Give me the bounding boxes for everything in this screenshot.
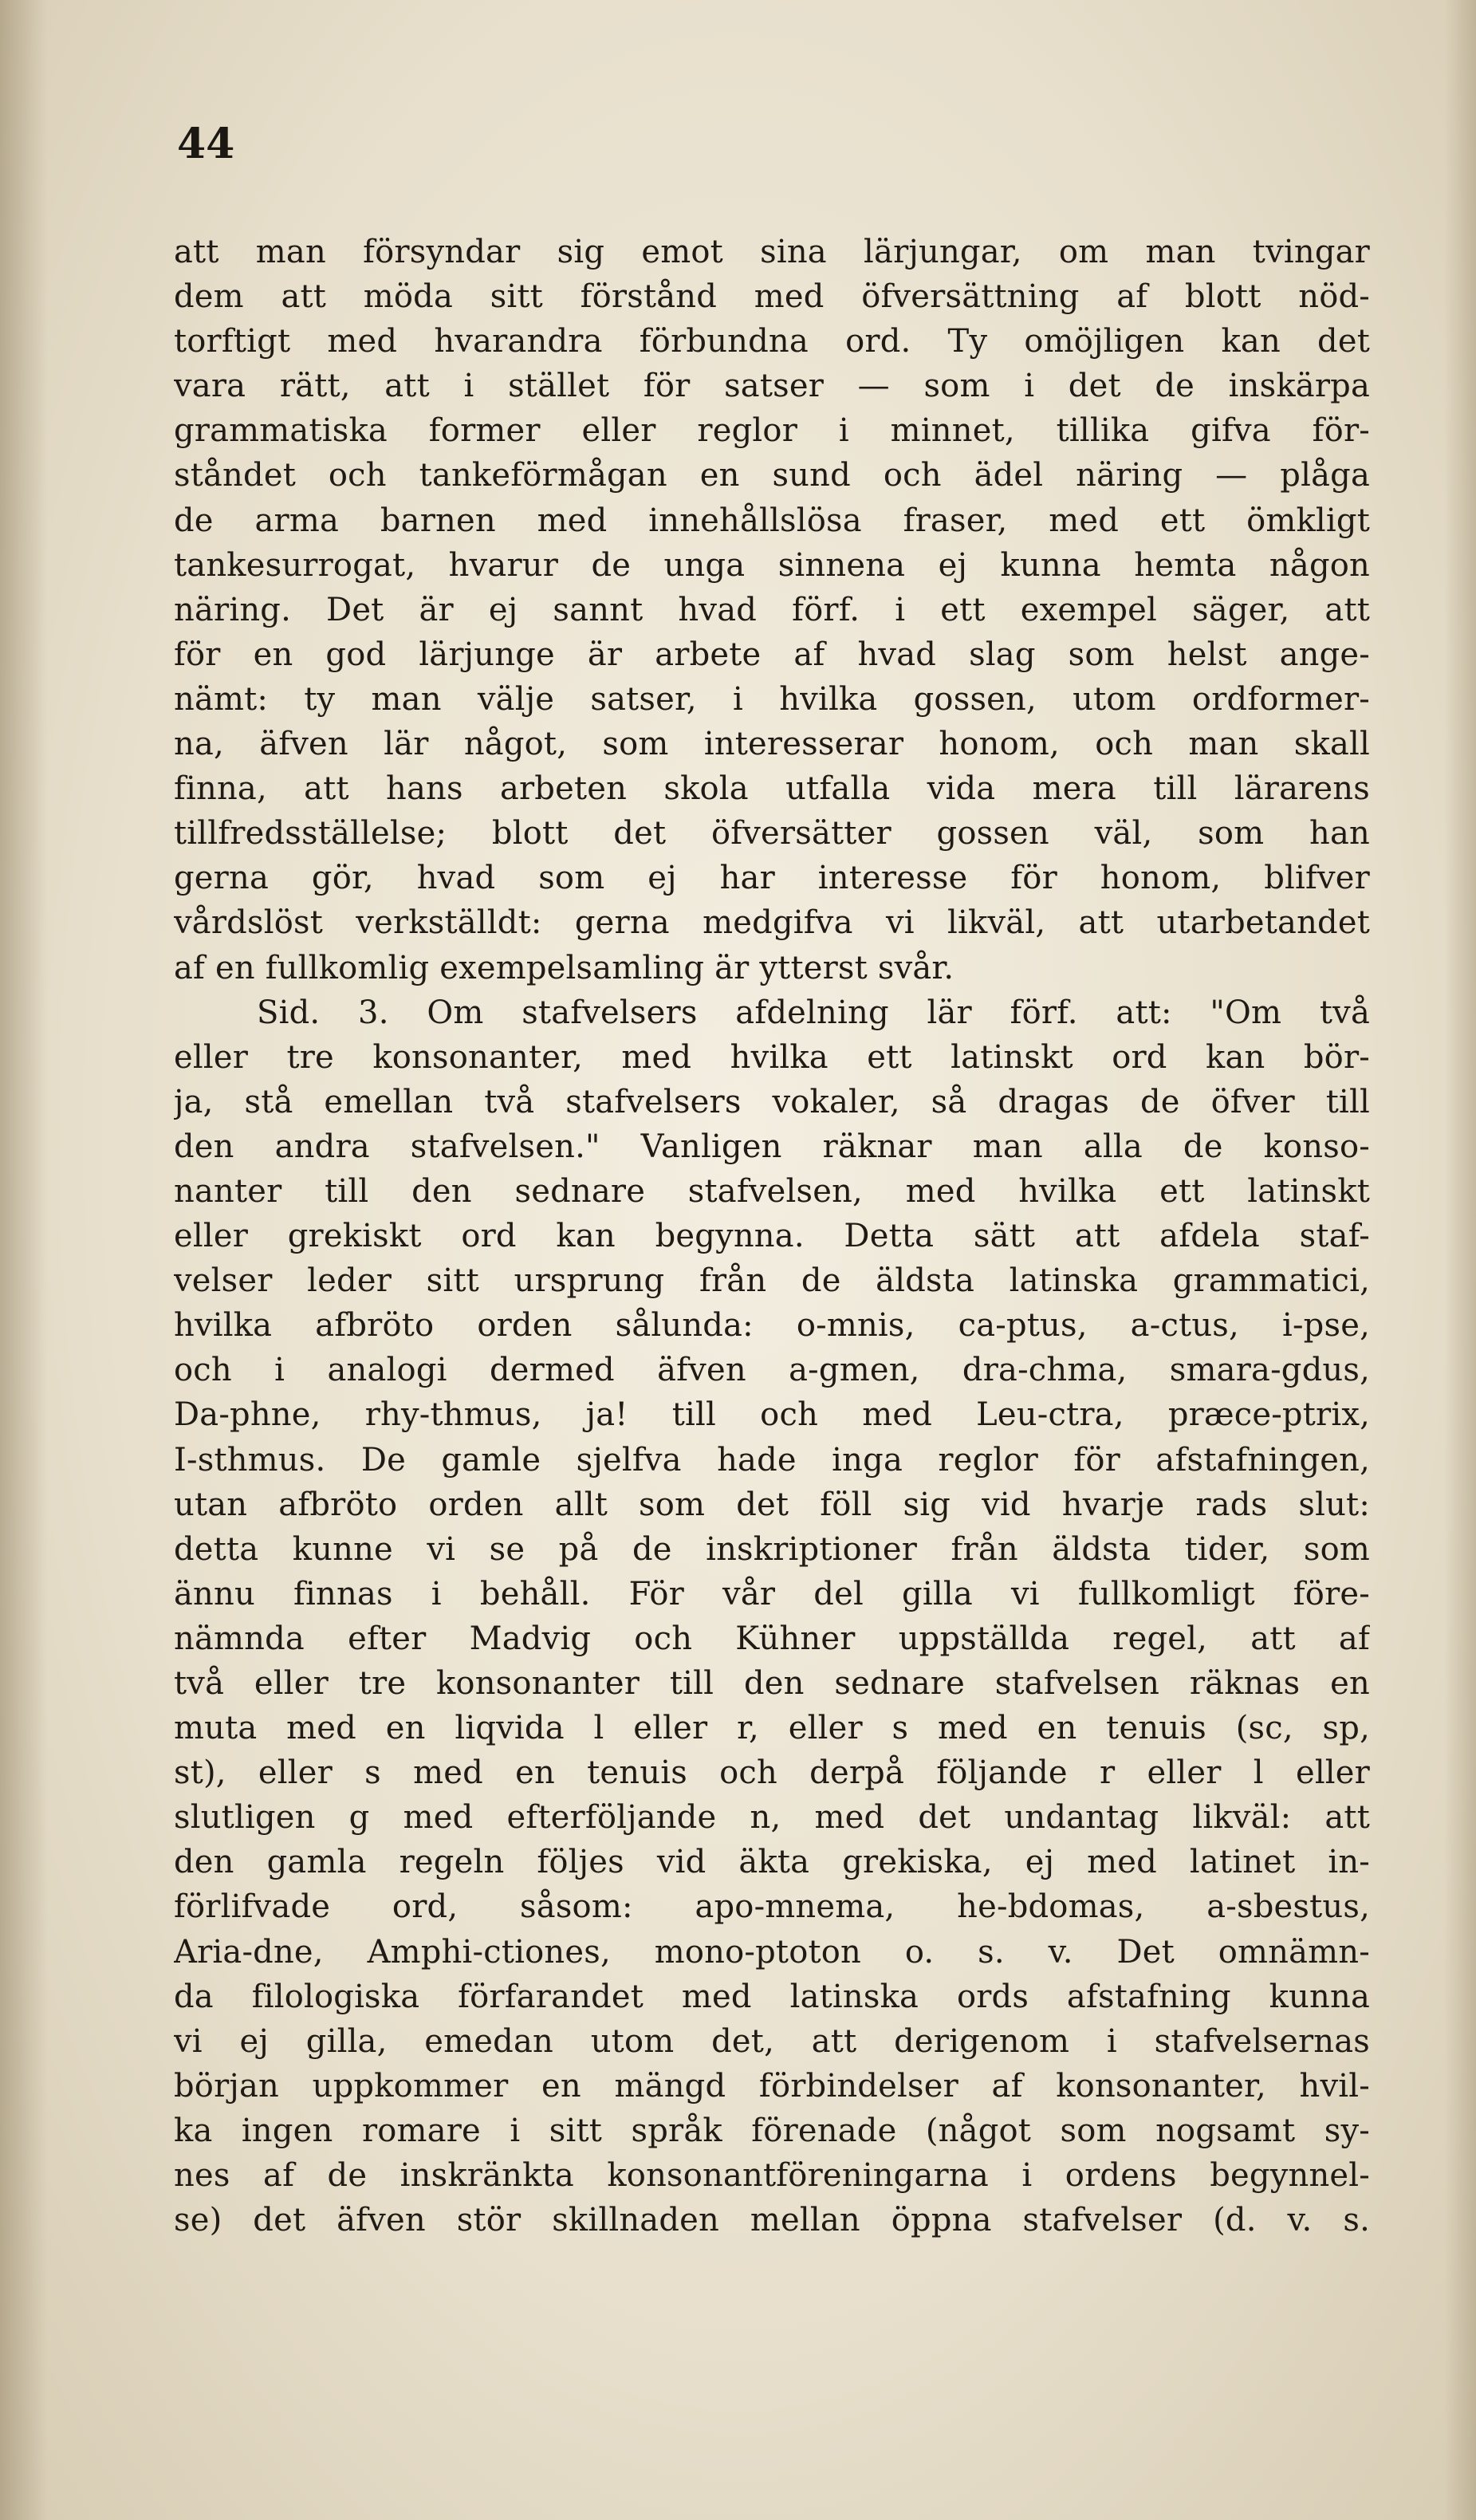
- paragraph-end-line: af en fullkomlig exempelsamling är ytterst svår.: [174, 949, 954, 986]
- text-line: muta med en liqvida l eller r, eller s med en tenuis (sc, sp,: [174, 1710, 1370, 1747]
- text-line: dem att möda sitt förstånd med öfversättning af blott nöd-: [174, 278, 1370, 316]
- text-line: Aria-dne, Amphi-ctiones, mono-ptoton o. s. v. Det omnämn-: [174, 1933, 1370, 1971]
- text-line: för en god lärjunge är arbete af hvad slag som helst ange-: [174, 636, 1370, 673]
- text-line: näring. Det är ej sannt hvad förf. i ett exempel säger, att: [174, 591, 1370, 628]
- text-line: den gamla regeln följes vid äkta grekiska, ej med latinet in-: [174, 1844, 1370, 1881]
- text-line: ännu finnas i behåll. För vår del gilla vi fullkomligt före-: [174, 1575, 1370, 1612]
- text-line: gerna gör, hvad som ej har interesse för honom, blifver: [174, 860, 1370, 897]
- text-line: slutligen g med efterföljande n, med det undantag likväl: att: [174, 1799, 1370, 1837]
- text-line: tillfredsställelse; blott det öfversätter gossen väl, som han: [174, 815, 1370, 852]
- text-line: Da-phne, rhy-thmus, ja! till och med Leu-ctra, præce-ptrix,: [174, 1396, 1370, 1434]
- paragraph-start-line: Sid. 3. Om stafvelsers afdelning lär förf. att: "Om två: [257, 994, 1370, 1031]
- text-line: vårdslöst verkställdt: gerna medgifva vi likväl, att utarbetandet: [174, 904, 1370, 942]
- text-line: den andra stafvelsen." Vanligen räknar man alla de konso-: [174, 1128, 1370, 1165]
- text-line: nämnda efter Madvig och Kühner uppställda regel, att af: [174, 1620, 1370, 1657]
- page-number: 44: [177, 120, 235, 168]
- text-line: vara rätt, att i stället för satser — som i det de inskärpa: [174, 368, 1370, 405]
- text-line: början uppkommer en mängd förbindelser af konsonanter, hvil-: [174, 2067, 1370, 2105]
- text-line: da filologiska förfarandet med latinska ords afstafning kunna: [174, 1978, 1370, 2015]
- text-line: ja, stå emellan två stafvelsers vokaler, så dragas de öfver till: [174, 1083, 1370, 1120]
- text-line: nanter till den sednare stafvelsen, med hvilka ett latinskt: [174, 1172, 1370, 1210]
- text-line: att man försyndar sig emot sina lärjungar, om man tvingar: [174, 234, 1370, 270]
- text-line: hvilka afbröto orden sålunda: o-mnis, ca-ptus, a-ctus, i-pse,: [174, 1307, 1370, 1345]
- text-line: torftigt med hvarandra förbundna ord. Ty omöjligen kan det: [174, 323, 1370, 360]
- text-line: utan afbröto orden allt som det föll sig vid hvarje rads slut:: [174, 1486, 1370, 1523]
- text-line: två eller tre konsonanter till den sednare stafvelsen räknas en: [174, 1665, 1370, 1702]
- text-line: ståndet och tankeförmågan en sund och ädel näring — plåga: [174, 457, 1370, 494]
- text-line: nämt: ty man välje satser, i hvilka gossen, utom ordformer-: [174, 680, 1370, 718]
- text-line: ka ingen romare i sitt språk förenade (något som nogsamt sy-: [174, 2112, 1370, 2149]
- text-line: nes af de inskränkta konsonantföreningarna i ordens begynnel-: [174, 2157, 1370, 2195]
- text-line: tankesurrogat, hvarur de unga sinnena ej kunna hemta någon: [174, 546, 1370, 584]
- text-line: vi ej gilla, emedan utom det, att derigenom i stafvelsernas: [174, 2022, 1370, 2060]
- text-line: detta kunne vi se på de inskriptioner från äldsta tider, som: [174, 1530, 1370, 1568]
- text-line: och i analogi dermed äfven a-gmen, dra-chma, smara-gdus,: [174, 1352, 1370, 1389]
- text-line: velser leder sitt ursprung från de äldsta latinska grammatici,: [174, 1262, 1370, 1300]
- text-line: eller grekiskt ord kan begynna. Detta sätt att afdela staf-: [174, 1218, 1370, 1255]
- text-line: grammatiska former eller reglor i minnet, tillika gifva för-: [174, 412, 1370, 450]
- text-line: I-sthmus. De gamle sjelfva hade inga reglor för afstafningen,: [174, 1441, 1370, 1479]
- text-line: finna, att hans arbeten skola utfalla vida mera till lärarens: [174, 770, 1370, 808]
- text-line: se) det äfven stör skillnaden mellan öppna stafvelser (d. v. s.: [174, 2202, 1370, 2239]
- text-line: st), eller s med en tenuis och derpå följande r eller l eller: [174, 1754, 1370, 1792]
- text-line: eller tre konsonanter, med hvilka ett latinskt ord kan bör-: [174, 1038, 1370, 1076]
- text-line: na, äfven lär något, som interesserar honom, och man skall: [174, 726, 1370, 763]
- text-line: förlifvade ord, såsom: apo-mnema, he-bdomas, a-sbestus,: [174, 1888, 1370, 1926]
- text-line: de arma barnen med innehållslösa fraser, med ett ömkligt: [174, 502, 1370, 539]
- body-text: [174, 230, 1370, 2242]
